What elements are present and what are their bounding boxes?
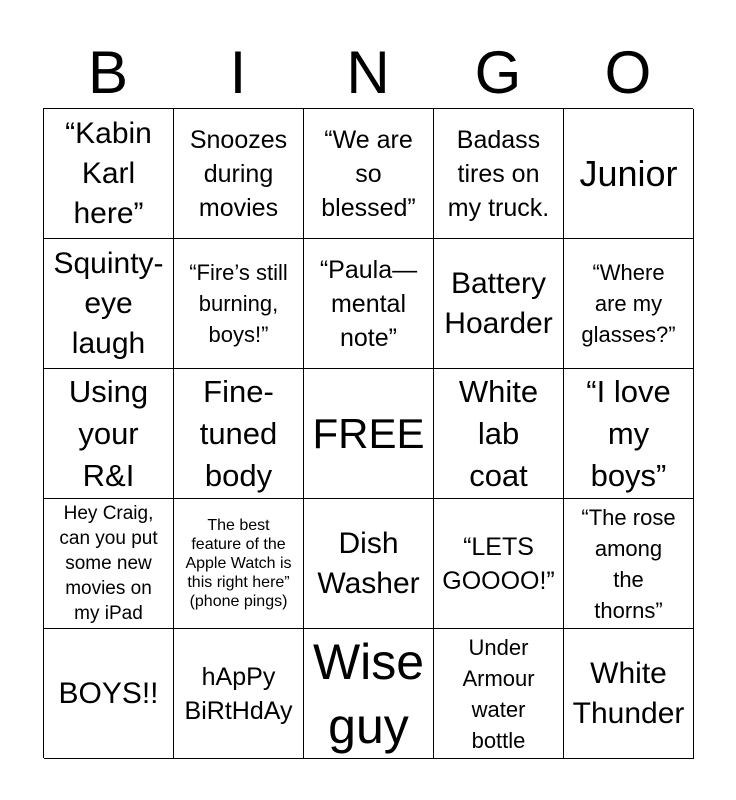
cell-text: Fine- tuned body bbox=[199, 373, 278, 493]
bingo-board bbox=[43, 108, 693, 758]
cell-text: Wise guy bbox=[312, 633, 425, 754]
cell-text: “Kabin Karl here” bbox=[65, 116, 152, 230]
cell-text: “We are so blessed” bbox=[321, 125, 416, 222]
cell-text: Battery Hoarder bbox=[444, 266, 553, 340]
header-letter-g: G bbox=[474, 39, 522, 106]
bingo-cell[interactable] bbox=[44, 239, 174, 369]
bingo-cell[interactable] bbox=[434, 239, 564, 369]
bingo-cell[interactable] bbox=[434, 109, 564, 239]
bingo-cell[interactable] bbox=[44, 499, 174, 629]
cell-text: “I love my boys” bbox=[586, 373, 671, 493]
cell-text: Badass tires on my truck. bbox=[447, 125, 550, 222]
cell-text: White lab coat bbox=[458, 373, 539, 493]
cell-text: Under Armour water bottle bbox=[462, 634, 535, 753]
cell-text: “The rose among the thorns” bbox=[581, 504, 676, 623]
cell-text: Squinty- eye laugh bbox=[53, 246, 164, 360]
bingo-cell[interactable] bbox=[434, 629, 564, 759]
bingo-cell[interactable] bbox=[174, 499, 304, 629]
cell-text: Using your R&I bbox=[68, 373, 149, 493]
bingo-cell[interactable] bbox=[174, 109, 304, 239]
bingo-cell[interactable] bbox=[304, 109, 434, 239]
bingo-cell[interactable] bbox=[564, 109, 694, 239]
bingo-cell[interactable] bbox=[564, 239, 694, 369]
bingo-cell[interactable] bbox=[174, 629, 304, 759]
cell-text: BOYS!! bbox=[58, 676, 159, 710]
bingo-cell[interactable] bbox=[304, 239, 434, 369]
bingo-cell[interactable] bbox=[434, 369, 564, 499]
header-letter-n: N bbox=[346, 39, 390, 106]
bingo-header bbox=[43, 38, 693, 108]
header-letter-o: O bbox=[604, 39, 652, 106]
bingo-cell[interactable] bbox=[44, 109, 174, 239]
bingo-cell-free[interactable] bbox=[304, 369, 434, 499]
cell-text: “Fire’s still burning, boys!” bbox=[189, 260, 288, 347]
bingo-cell[interactable] bbox=[174, 239, 304, 369]
bingo-cell[interactable] bbox=[564, 629, 694, 759]
cell-text: Dish Washer bbox=[317, 526, 420, 600]
cell-text: The best feature of the Apple Watch is this right here” (phone pings) bbox=[185, 517, 292, 610]
bingo-cell[interactable] bbox=[564, 369, 694, 499]
cell-text: “LETS GOOOO!” bbox=[442, 532, 555, 595]
bingo-cell[interactable] bbox=[304, 499, 434, 629]
cell-text: Snoozes during movies bbox=[189, 125, 288, 222]
bingo-cell[interactable] bbox=[44, 369, 174, 499]
cell-text: hApPy BiRtHdAy bbox=[184, 662, 293, 725]
cell-text: “Paula— mental note” bbox=[319, 255, 418, 352]
header-letter-i: I bbox=[229, 39, 247, 106]
bingo-cell[interactable] bbox=[564, 499, 694, 629]
bingo-cell[interactable] bbox=[44, 629, 174, 759]
cell-text: “Where are my glasses?” bbox=[581, 260, 676, 347]
cell-text: Junior bbox=[579, 152, 678, 194]
cell-text: White Thunder bbox=[572, 656, 685, 730]
bingo-cell[interactable] bbox=[304, 629, 434, 759]
cell-text: Hey Craig, can you put some new movies on my iPad bbox=[59, 503, 158, 624]
header-letter-b: B bbox=[87, 39, 129, 106]
bingo-cell[interactable] bbox=[174, 369, 304, 499]
bingo-cell[interactable] bbox=[434, 499, 564, 629]
free-space-text: FREE bbox=[312, 409, 425, 457]
